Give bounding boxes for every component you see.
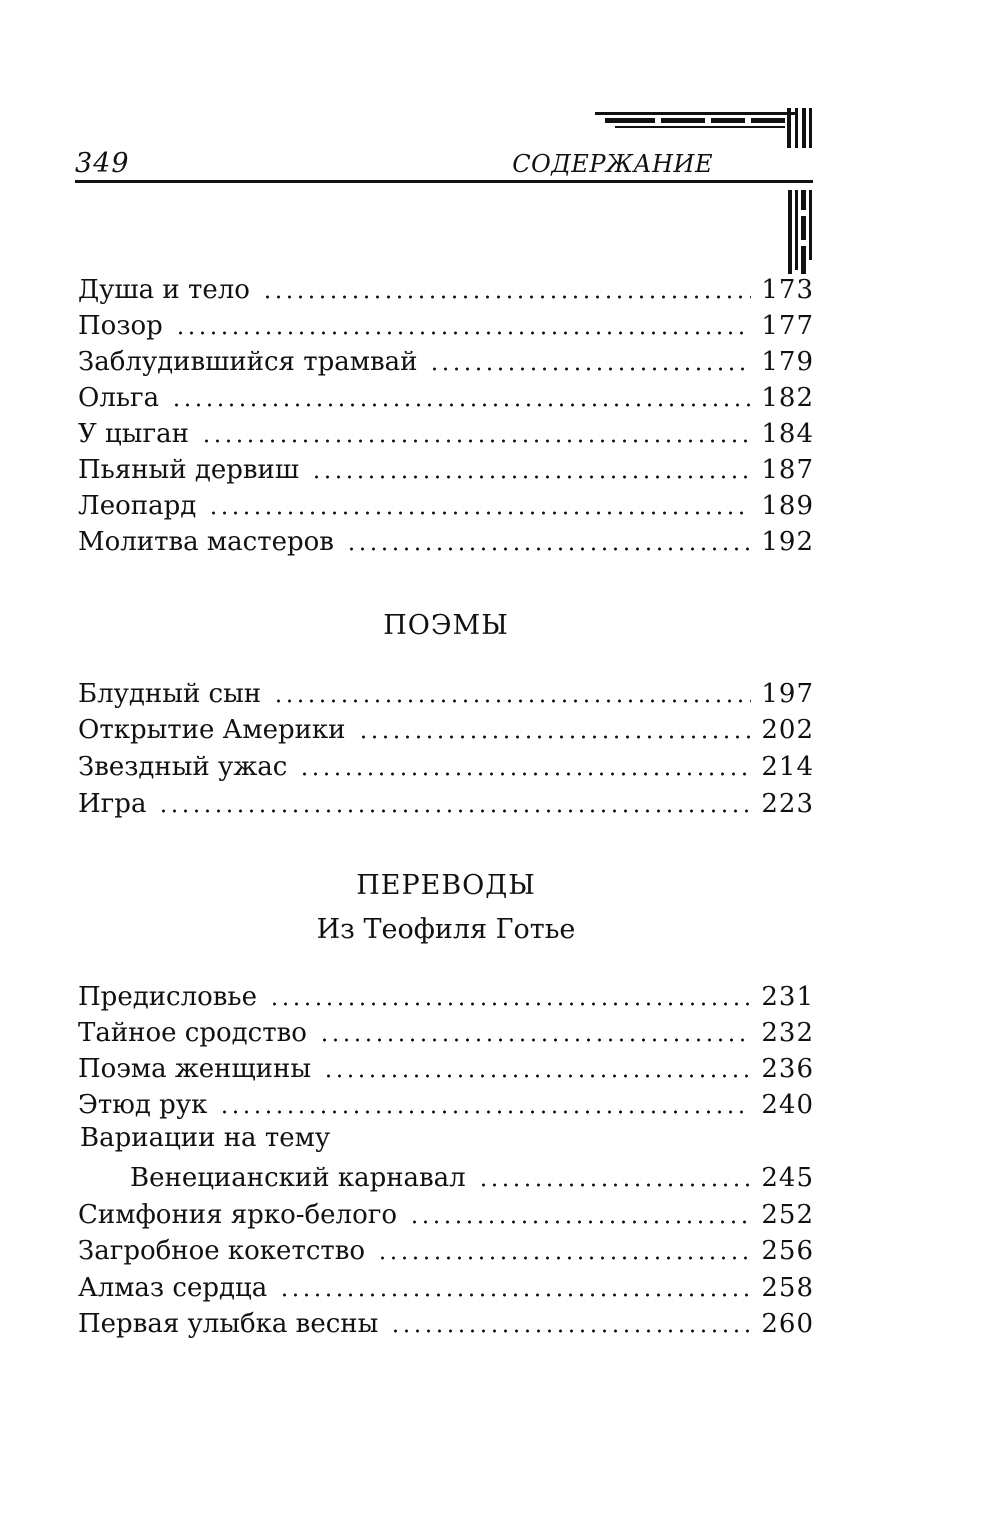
running-head [75, 148, 813, 182]
dot-leader [377, 1256, 751, 1260]
toc-entry [78, 306, 814, 342]
toc-entry-page: 252 [761, 1200, 814, 1230]
toc-entry-page: 245 [761, 1163, 814, 1193]
dot-leader [311, 475, 751, 479]
dot-leader [158, 809, 751, 813]
toc-entry [78, 414, 814, 450]
toc-entry [78, 522, 814, 558]
toc-entry-title: Заблудившийся трамвай [78, 347, 418, 377]
dot-leader [269, 1002, 751, 1006]
toc-entry [78, 1304, 814, 1340]
running-title: СОДЕРЖАНИЕ [512, 150, 713, 178]
toc-entry-page: 177 [761, 311, 814, 341]
toc-entry [78, 486, 814, 522]
toc-entry-title: Этюд рук [78, 1090, 208, 1120]
toc-entry-page: 231 [761, 982, 814, 1012]
dot-leader [201, 439, 751, 443]
header-rule [75, 180, 813, 183]
toc-entry-title: Поэма женщины [78, 1054, 312, 1084]
toc-entry-title: Ольга [78, 383, 160, 413]
toc-entry [78, 1268, 814, 1304]
toc-entry-page: 232 [761, 1018, 814, 1048]
dot-leader [273, 699, 751, 703]
dot-leader [409, 1220, 751, 1224]
dot-leader [208, 511, 751, 515]
dot-leader [279, 1293, 751, 1297]
dot-leader [219, 1110, 751, 1114]
toc-entry-title: Первая улыбка весны [78, 1309, 379, 1339]
toc-entry-title: Симфония ярко-белого [78, 1200, 397, 1230]
toc-entry-page: 184 [761, 419, 814, 449]
dot-leader [358, 735, 752, 739]
toc-entry-title: Тайное сродство [78, 1018, 307, 1048]
toc-entry [78, 1085, 814, 1121]
toc-entry-page: 236 [761, 1054, 814, 1084]
dot-leader [478, 1183, 752, 1187]
toc-entry-title: Загробное кокетство [78, 1236, 366, 1266]
toc-entry-page: 223 [761, 789, 814, 819]
toc-entry [78, 342, 814, 378]
toc-entry [78, 1231, 814, 1267]
dot-leader [175, 331, 752, 335]
toc-entry-page: 192 [761, 527, 814, 557]
dot-leader [429, 367, 751, 371]
toc-entry-title: Душа и тело [78, 275, 250, 305]
corner-ornament-top [595, 108, 815, 148]
toc-entry-title: Предисловье [78, 982, 257, 1012]
dot-leader [346, 547, 751, 551]
toc-entry-page: 187 [761, 455, 814, 485]
toc-entry [78, 1158, 814, 1194]
toc-entry-page: 260 [761, 1309, 814, 1339]
toc-entry [78, 1195, 814, 1231]
toc-entry-title: Позор [78, 311, 163, 341]
toc-entry [78, 450, 814, 486]
toc-entry-title: Венецианский карнавал [130, 1163, 466, 1193]
section-heading-translations: ПЕРЕВОДЫ [356, 870, 536, 901]
toc-entry-title: Открытие Америки [78, 715, 346, 745]
toc-entry-title: Молитва мастеров [78, 527, 334, 557]
toc-entry-page: 214 [761, 752, 814, 782]
toc-entry [78, 270, 814, 306]
toc-entry-page: 256 [761, 1236, 814, 1266]
toc-entry [78, 1049, 814, 1085]
toc-entry-title: Игра [78, 789, 147, 819]
toc-entry [78, 784, 814, 820]
dot-leader [262, 295, 751, 299]
toc-entry-page: 173 [761, 275, 814, 305]
toc-entry-title: У цыган [78, 419, 189, 449]
dot-leader [319, 1038, 751, 1042]
page-number: 349 [75, 148, 130, 179]
toc-entry-page: 189 [761, 491, 814, 521]
toc-entry-page: 202 [761, 715, 814, 745]
toc-entry [78, 674, 814, 710]
toc-entry-page: 197 [761, 679, 814, 709]
toc-entry-title: Алмаз сердца [78, 1273, 268, 1303]
toc-entry-title-line: Вариации на тему [80, 1123, 331, 1153]
toc-entry-title: Звездный ужас [78, 752, 288, 782]
dot-leader [390, 1329, 751, 1333]
section-subheading: Из Теофиля Готье [316, 914, 576, 945]
toc-entry-page: 179 [761, 347, 814, 377]
toc-entry-page: 240 [761, 1090, 814, 1120]
section-heading-poems: ПОЭМЫ [383, 610, 509, 641]
toc-entry-title: Блудный сын [78, 679, 262, 709]
dot-leader [323, 1074, 751, 1078]
toc-entry-page: 258 [761, 1273, 814, 1303]
dot-leader [171, 403, 751, 407]
toc-entry-title: Леопард [78, 491, 197, 521]
toc-entry [78, 1013, 814, 1049]
toc-entry-title: Пьяный дервиш [78, 455, 300, 485]
toc-entry-page: 182 [761, 383, 814, 413]
toc-entry [78, 710, 814, 746]
toc-entry [78, 977, 814, 1013]
toc-entry [78, 747, 814, 783]
dot-leader [299, 772, 751, 776]
corner-ornament-side [786, 190, 816, 274]
toc-entry [78, 378, 814, 414]
